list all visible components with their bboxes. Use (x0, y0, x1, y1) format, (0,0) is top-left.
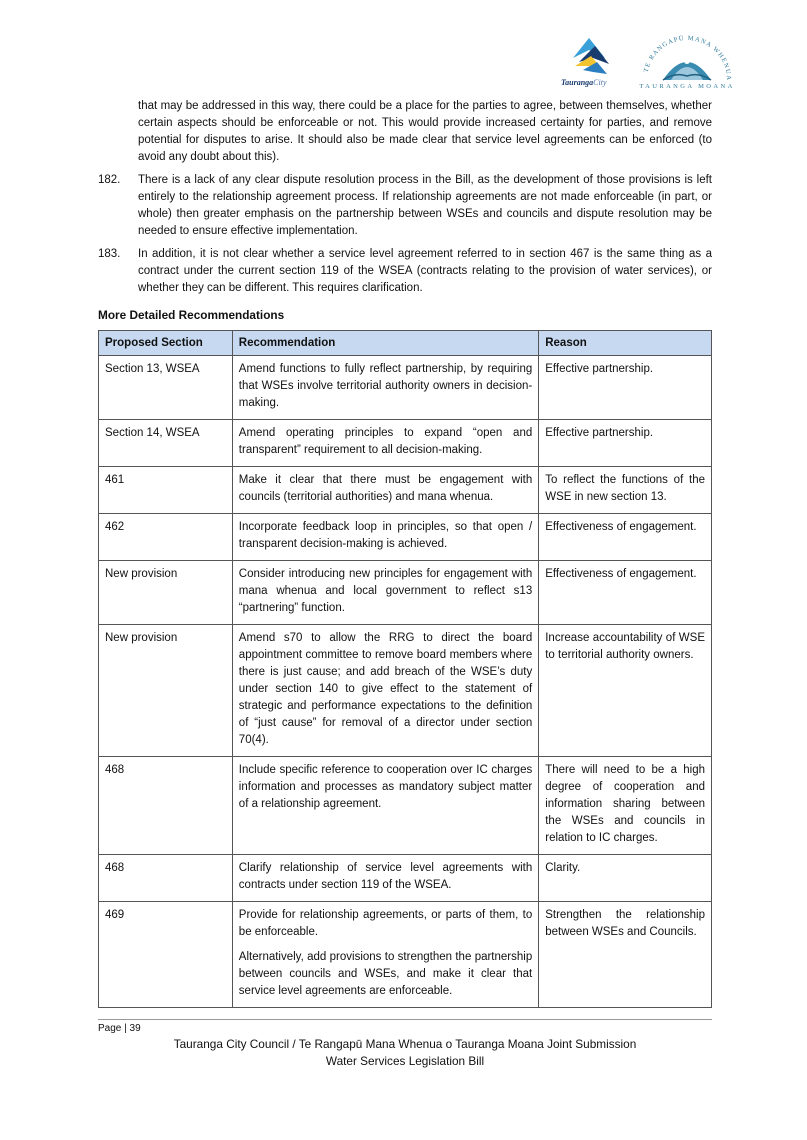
mana-whenua-emblem-icon (633, 34, 741, 84)
tauranga-city-emblem-icon (569, 36, 613, 78)
recommendation-cell (232, 356, 538, 420)
reason-cell: Strengthen the relationship between WSEs and Councils. (539, 902, 712, 1008)
continuation-paragraph: that may be addressed in this way, there could be a place for the parties to agree, between themselves, whether certain aspects should be enforceable or not. This would provide increased certainty for parties, and remove potential for disputes to arise. It should also be made clear that service level agreements can be enforced (to avoid any doubt about this). (138, 100, 712, 163)
tcc-logo-name: Tauranga (561, 78, 594, 87)
recommendation-text: Clarify relationship of service level agreements with contracts under section 119 of the WSEA. (238, 862, 533, 891)
footer-line-1: Tauranga City Council / Te Rangapū Mana Whenua o Tauranga Moana Joint Submission (173, 1037, 637, 1051)
section-cell: New provision (99, 561, 233, 625)
reason-cell: To reflect the functions of the WSE in new section 13. (539, 467, 712, 514)
recommendation-text: Include specific reference to cooperation over IC charges information and processes as mandatory subject matter of a relationship agreement. (238, 764, 533, 810)
footer-divider (98, 1019, 712, 1020)
recommendations-table (98, 330, 712, 1008)
section-heading: More Detailed Recommendations (98, 308, 285, 322)
section-cell: 461 (99, 467, 233, 514)
recommendation-cell (232, 514, 538, 561)
section-cell: 462 (99, 514, 233, 561)
section-cell: 468 (99, 855, 233, 902)
page-number: Page | 39 (98, 1023, 141, 1034)
recommendation-text: Alternatively, add provisions to strengthen the partnership between councils and WSEs, and make it clear that service level agreements are enforceable. (238, 951, 533, 997)
recommendation-cell (232, 625, 538, 757)
table-row (99, 625, 712, 757)
table-row (99, 561, 712, 625)
mana-whenua-logo-subtitle: TAURANGA MOANA (639, 83, 735, 90)
table-row (99, 420, 712, 467)
table-row (99, 757, 712, 855)
paragraph-number: 182. (98, 174, 121, 186)
column-header-recommendation: Recommendation (232, 331, 538, 356)
paragraph-text: In addition, it is not clear whether a service level agreement referred to in section 467 is the same thing as a contract under the current section 119 of the WSEA (contracts relating to the provision of water services), or whether they can be different. This requires clarification. (138, 248, 712, 294)
recommendation-cell (232, 420, 538, 467)
reason-cell: Effectiveness of engagement. (539, 561, 712, 625)
column-header-section: Proposed Section (99, 331, 233, 356)
page-content (98, 98, 712, 1008)
reason-cell: Effectiveness of engagement. (539, 514, 712, 561)
reason-cell: Effective partnership. (539, 420, 712, 467)
section-cell: New provision (99, 625, 233, 757)
paragraph-182 (98, 172, 712, 240)
recommendation-text: Amend functions to fully reflect partnership, by requiring that WSEs involve territorial authority owners in decision-making. (238, 363, 533, 409)
recommendation-text: Amend s70 to allow the RRG to direct the board appointment committee to remove board members where there is just cause; and add breach of the WSE’s duty under section 140 to give effect to the statement of strategic and performance expectations to the definition of “just cause” for removal of a director under section 70(4). (238, 632, 533, 746)
reason-cell: Clarity. (539, 855, 712, 902)
table-row (99, 467, 712, 514)
footer-line-2: Water Services Legislation Bill (325, 1054, 485, 1068)
recommendation-cell (232, 467, 538, 514)
recommendation-cell (232, 855, 538, 902)
recommendation-text: Incorporate feedback loop in principles, so that open / transparent decision-making is achieved. (238, 521, 533, 550)
reason-cell: Effective partnership. (539, 356, 712, 420)
recommendation-cell (232, 757, 538, 855)
table-row (99, 514, 712, 561)
tcc-logo-suffix: City (593, 78, 607, 87)
paragraph-number: 183. (98, 248, 121, 260)
footer (98, 1036, 712, 1070)
recommendation-cell (232, 561, 538, 625)
recommendation-text: Amend operating principles to expand “open and transparent” requirement to all decision-making. (238, 427, 533, 456)
column-header-reason: Reason (539, 331, 712, 356)
reason-cell: Increase accountability of WSE to territorial authority owners. (539, 625, 712, 757)
mana-whenua-logo-arc-text: TE RANGAPŪ MANA WHENUA (642, 34, 733, 81)
mana-whenua-logo (633, 34, 741, 92)
section-cell: Section 14, WSEA (99, 420, 233, 467)
section-cell: 469 (99, 902, 233, 1008)
paragraph-text: There is a lack of any clear dispute resolution process in the Bill, as the development of those provisions is left entirely to the relationship agreement process. If relationship agreements are not made enforceable (in part, or whole) then greater emphasis on the partnership between WSEs and councils and dispute resolution may be needed to ensure effective implementation. (138, 174, 712, 237)
header-logos (561, 34, 741, 94)
table-row (99, 855, 712, 902)
recommendation-text: Provide for relationship agreements, or parts of them, to be enforceable. (238, 909, 533, 938)
recommendation-text: Consider introducing new principles for engagement with mana whenua and local government to reflect s13 “partnering” function. (238, 568, 533, 614)
table-header-row (99, 331, 712, 356)
paragraph-183 (98, 246, 712, 297)
table-row (99, 902, 712, 1008)
section-cell: 468 (99, 757, 233, 855)
tauranga-city-logo (561, 34, 623, 92)
reason-cell: There will need to be a high degree of cooperation and information sharing between the WSEs and councils in relation to IC charges. (539, 757, 712, 855)
recommendation-text: Make it clear that there must be engagement with councils (territorial authorities) and mana whenua. (238, 474, 533, 503)
table-row (99, 356, 712, 420)
recommendation-cell (232, 902, 538, 1008)
section-cell: Section 13, WSEA (99, 356, 233, 420)
